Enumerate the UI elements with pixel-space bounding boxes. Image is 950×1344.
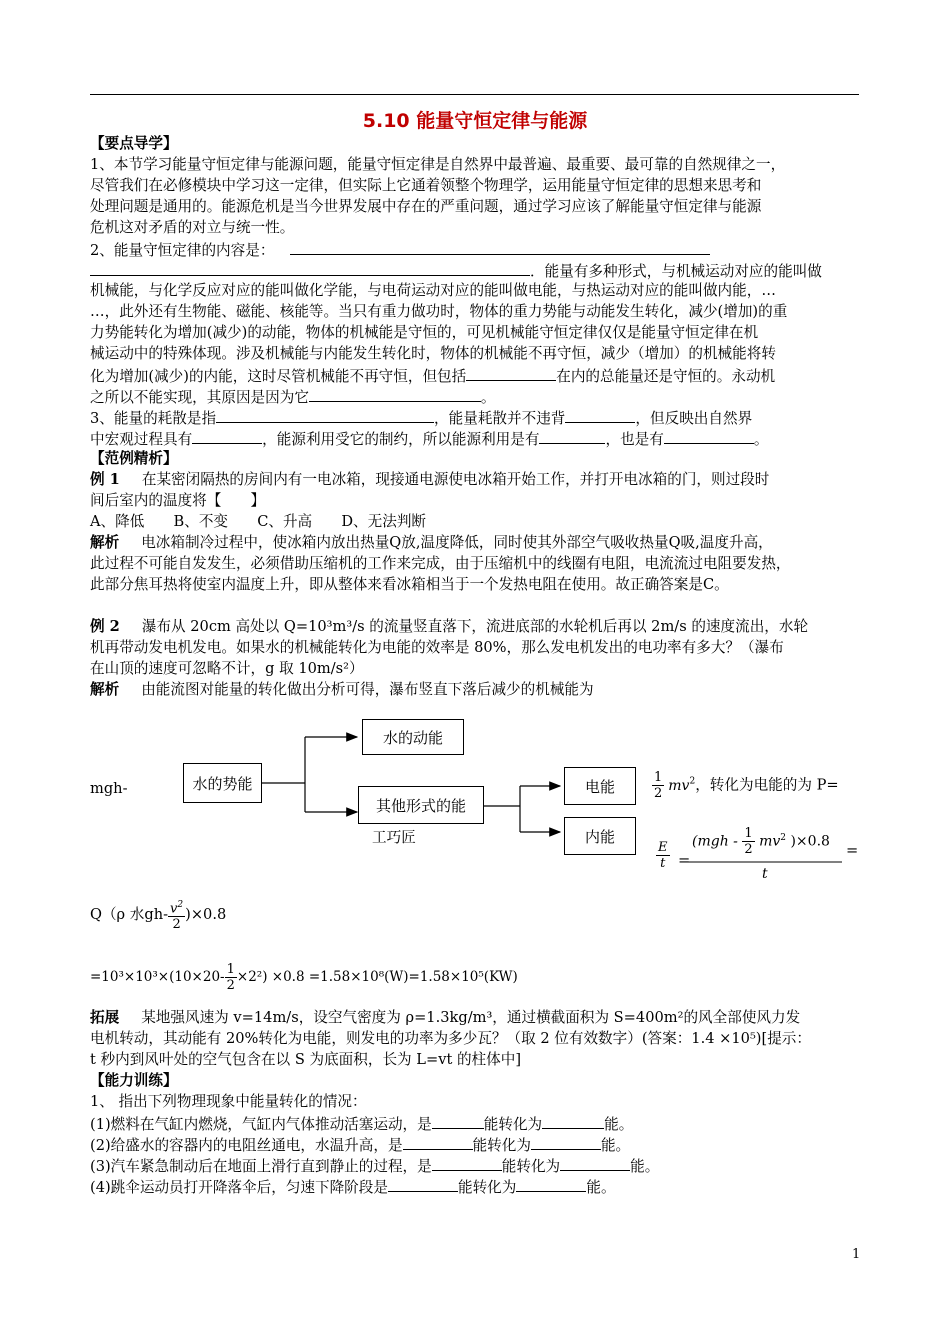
paragraph-line: 处理问题是通用的。能源危机是当今世界发展中存在的严重问题，通过学习应该了解能量守恒定律与能源 — [90, 198, 762, 215]
paragraph-line: …，此外还有生物能、磁能、核能等。当只有重力做功时，物体的重力势能与动能发生转化，减少(增加)的重 — [90, 303, 788, 320]
question-text: 某地强风速为 v=14m/s，设空气密度为 ρ=1.3kg/m³，通过横截面积为 S=400m²的风全部使风力发 — [141, 1009, 801, 1026]
question-text: (2)给盛水的容器内的电阻丝通电，水温升高，是 — [90, 1137, 403, 1154]
training-item — [90, 1134, 630, 1156]
question-text: ，也是有 — [605, 431, 664, 448]
paragraph-line: 电机转动，其动能有 20%转化为电能，则发电的功率为多少瓦？（取 2 位有效数字）(答案：1.4 ×10⁵)[提示： — [90, 1030, 811, 1047]
paragraph-line: 此部分焦耳热将使室内温度上升，即从整体来看冰箱相当于一个发热电阻在使用。故正确答案是C。 — [90, 576, 729, 593]
page-number: 1 — [852, 1247, 861, 1262]
question-text: 3、能量的耗散是指 — [90, 410, 217, 427]
paragraph-line: 危机这对矛盾的对立与统一性。 — [90, 219, 295, 236]
question-text: 。 — [753, 431, 769, 448]
solution-text: 电冰箱制冷过程中，使冰箱内放出热量Q放,温度降低，同时使其外部空气吸收热量Q吸,温度升高， — [141, 534, 773, 551]
section-heading-examples: 【范例精析】 — [90, 450, 178, 467]
fraction: $\frac{1}{2}$ — [744, 826, 753, 857]
question-text: 2、能量守恒定律的内容是： — [90, 242, 275, 259]
kinetic-energy-box: 水的动能 — [362, 719, 464, 755]
paragraph-line: 间后室内的温度将【 】 — [90, 492, 266, 509]
example-label: 例 2 — [90, 618, 120, 635]
formula-text: Q（ρ 水gh- — [90, 906, 169, 924]
extension-question — [90, 1008, 800, 1028]
question-text: 能。 — [604, 1116, 634, 1133]
formula-q-line — [90, 898, 226, 932]
example-label: 例 1 — [90, 471, 120, 488]
question-text: (1)燃料在气缸内燃烧，气缸内气体推动活塞运动，是 — [90, 1116, 432, 1133]
question-text: 瀑布从 20cm 高处以 Q=10³m³/s 的流量竖直落下，流进底部的水轮机后再以 2m/s 的速度流出，水轮 — [141, 618, 809, 635]
formula-equals: = — [678, 852, 691, 869]
paragraph-line: 机械能，与化学反应对应的能叫做化学能，与电荷运动对应的能叫做电能，与热运动对应的能叫做内能，… — [90, 282, 776, 299]
solution-label: 解析 — [90, 681, 120, 698]
answer-options: A、降低 B、不变 C、升高 D、无法判断 — [90, 513, 427, 530]
answer-blank[interactable] — [542, 1113, 604, 1129]
answer-blank[interactable] — [432, 1155, 502, 1171]
formula-text: )×0.8 — [185, 906, 227, 924]
formula-text: ，转化为电能的为 P= — [695, 776, 839, 794]
question-text: 能转化为 — [501, 1158, 561, 1175]
training-item — [90, 1176, 616, 1198]
paragraph-line: 力势能转化为增加(减少)的动能，物体的机械能是守恒的，可见机械能守恒定律仅仅是能量守恒定律在机 — [90, 324, 759, 341]
fraction: $\frac{v^2}{2}$ — [170, 900, 184, 933]
paragraph-line: 械运动中的特殊体现。涉及机械能与内能发生转化时，物体的机械能不再守恒，减少（增加）的机械能将转 — [90, 345, 776, 362]
formula-calc — [90, 962, 518, 993]
paragraph-line: 1、本节学习能量守恒定律与能源问题，能量守恒定律是自然界中最普遍、最重要、最可靠的自然规律之一， — [90, 156, 786, 173]
question-text: 化为增加(减少)的内能，这时尽管机械能不再守恒，但包括 — [90, 368, 467, 385]
question-text: ，但反映出自然界 — [635, 410, 753, 427]
formula-eq-end: = — [846, 842, 859, 859]
paragraph-line: t 秒内到风叶处的空气包含在以 S 为底面积，长为 L=vt 的柱体中] — [90, 1051, 522, 1068]
solution-text: 由能流图对能量的转化做出分析可得，瀑布竖直下落后减少的机械能为 — [141, 681, 594, 698]
question-text: 能。 — [586, 1179, 616, 1196]
diagram-caption: 工巧匠 — [372, 829, 416, 846]
answer-blank[interactable] — [531, 1134, 601, 1150]
question-text: ，能量耗散并不违背 — [434, 410, 566, 427]
question-text: 。 — [480, 389, 496, 406]
electric-energy-box: 电能 — [564, 767, 636, 805]
answer-blank[interactable] — [432, 1113, 484, 1129]
formula-half-mv2: $\frac{1}{2}$ $mv^2$，转化为电能的为 P= — [654, 770, 839, 801]
question-text: 能。 — [630, 1158, 660, 1175]
fraction: $\frac{1}{2}$ — [226, 962, 235, 993]
question-text: 在内的总能量还是守恒的。永动机 — [556, 368, 776, 385]
question-text: 能转化为 — [472, 1137, 531, 1154]
other-energy-box: 其他形式的能 — [358, 786, 484, 824]
answer-blank[interactable] — [560, 1155, 630, 1171]
section-heading-training: 【能力训练】 — [90, 1072, 178, 1089]
training-item — [90, 1113, 633, 1135]
section-heading-key-points: 【要点导学】 — [90, 135, 178, 152]
formula-text: =10³×10³×(10×20- — [90, 969, 225, 985]
formula-text: ×2²) ×0.8 =1.58×10⁸(W)=1.58×10⁵(KW) — [236, 969, 518, 985]
internal-energy-box: 内能 — [564, 817, 636, 855]
question-text: (4)跳伞运动员打开降落伞后，匀速下降阶段是 — [90, 1179, 388, 1196]
paragraph-line: 机再带动发电机发电。如果水的机械能转化为电能的效率是 80%，那么发电机发出的电功率有多大？（瀑布 — [90, 639, 784, 656]
training-item — [90, 1155, 659, 1177]
question-text: 在某密闭隔热的房间内有一电冰箱，现接通电源使电冰箱开始工作，并打开电冰箱的门，则过段时 — [141, 471, 770, 488]
fraction: $\frac{E}{t}$ — [658, 840, 668, 871]
answer-blank[interactable] — [516, 1176, 586, 1192]
question-text: 之所以不能实现，其原因是因为它 — [90, 389, 309, 406]
question-text: ，能源利用受它的制约，所以能源利用是有 — [262, 431, 540, 448]
question-text: 中宏观过程具有 — [90, 431, 193, 448]
training-question: 1、 指出下列物理现象中能量转化的情况： — [90, 1093, 367, 1110]
potential-energy-box: 水的势能 — [183, 763, 262, 803]
formula-numerator: (mgh - $\frac{1}{2}$ $mv^2$ )×0.8 — [692, 826, 830, 857]
question-text: 能转化为 — [483, 1116, 543, 1133]
question-text: (3)汽车紧急制动后在地面上滑行直到静止的过程，是 — [90, 1158, 432, 1175]
paragraph-line: 在山顶的速度可忽略不计，g 取 10m/s²） — [90, 660, 364, 677]
answer-blank[interactable] — [403, 1134, 473, 1150]
paragraph-line: 尽管我们在必修模块中学习这一定律，但实际上它通着领整个物理学，运用能量守恒定律的思想来思考和 — [90, 177, 762, 194]
paragraph-line: 此过程不可能自发发生，必须借助压缩机的工作来完成，由于压缩机中的线圈有电阻，电流流过电阻要发热， — [90, 555, 791, 572]
solution-label: 解析 — [90, 534, 120, 551]
answer-blank[interactable] — [388, 1176, 458, 1192]
question-text: 能转化为 — [457, 1179, 517, 1196]
question-text: ．能量有多种形式，与机械运动对应的能叫做 — [530, 263, 822, 280]
page-title: 5.10 能量守恒定律与能源 — [362, 110, 588, 132]
fraction: $\frac{1}{2}$ — [654, 770, 663, 801]
extension-label: 拓展 — [90, 1009, 120, 1026]
formula-mgh: mgh- — [90, 780, 128, 797]
formula-E-over-t — [656, 840, 670, 871]
question-text: 能。 — [600, 1137, 631, 1154]
formula-denominator: t — [762, 866, 768, 882]
